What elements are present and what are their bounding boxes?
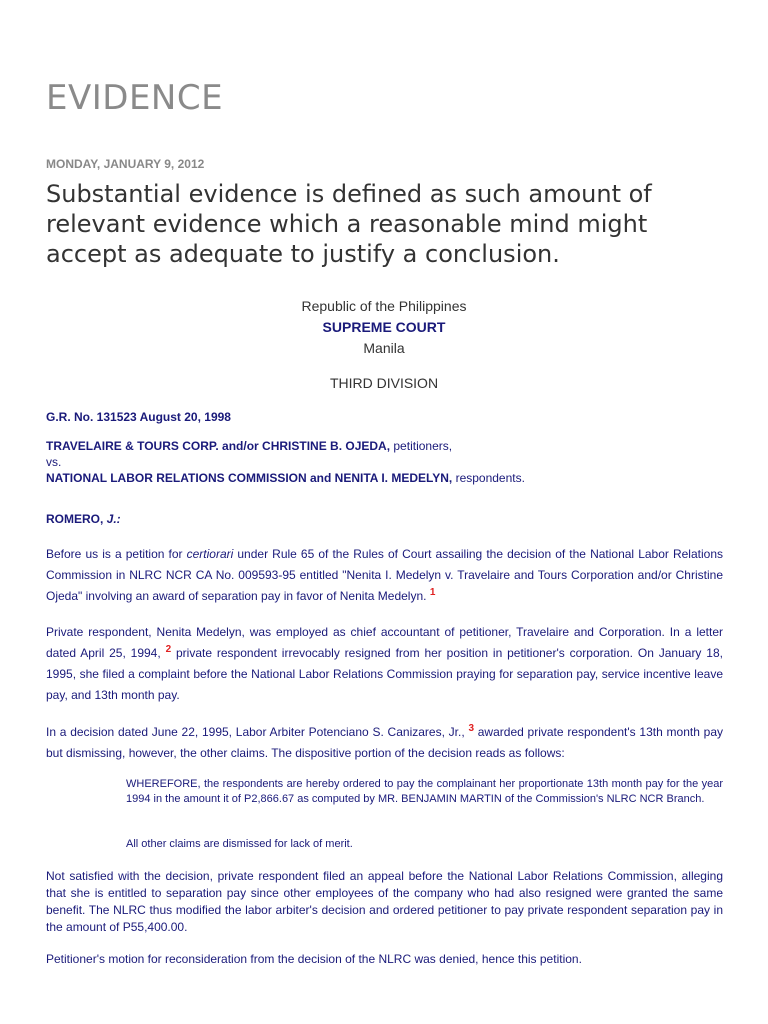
paragraph-2 [46,622,723,706]
paragraph-3 [46,722,723,764]
ponente [46,509,723,530]
p3-text-b: awarded private respondent's 13th month pay but dismissing, however, the other claims. The dispositive portion of the decision reads as follows: [46,725,723,760]
petitioners-name: TRAVELAIRE & TOURS CORP. and/or CHRISTINE B. OJEDA, [46,439,391,453]
paragraph-5: Petitioner's motion for reconsideration from the decision of the NLRC was denied, hence this petition. [46,952,582,966]
respondents-name: NATIONAL LABOR RELATIONS COMMISSION and NENITA I. MEDELYN, [46,471,453,485]
blog-title[interactable]: EVIDENCE [46,78,224,118]
p1-emphasis: certiorari [186,547,234,561]
paragraph-4: Not satisfied with the decision, private respondent filed an appeal before the National Labor Relations Commission, alleging that she is entitled to separation pay since other employees of the company who had also resigned were granted the same benefit. The NLRC thus modified the labor arbiter's decision and ordered petitioner to pay private respondent separation pay in the amount of P55,400.00. [46,869,723,934]
case-number: G.R. No. 131523 August 20, 1998 [46,410,231,424]
republic-line: Republic of the Philippines [301,298,467,314]
city-line: Manila [363,340,405,356]
p2-text-a: Private respondent, Nenita Medelyn, was employed as chief accountant of petitioner, Travelaire and Corporation. In a letter dated April 25, 1994, [46,625,723,660]
division-line: THIRD DIVISION [329,375,439,391]
petitioners-role: petitioners, [390,439,453,453]
p3-text-a: In a decision dated June 22, 1995, Labor Arbiter Potenciano S. Canizares, Jr., [46,725,469,739]
case-parties [46,438,723,486]
court-header [0,296,768,359]
dispositive-quote-2: All other claims are dismissed for lack of merit. [126,838,353,850]
footnote-3-link[interactable]: 3 [468,723,474,734]
p1-text-a: Before us is a petition for [46,547,187,561]
paragraph-1 [46,544,723,607]
ponente-name: ROMERO, [46,512,107,526]
footnote-2-link[interactable]: 2 [165,644,172,655]
respondents-role: respondents. [452,471,525,485]
court-name: SUPREME COURT [322,319,446,335]
post-date: MONDAY, JANUARY 9, 2012 [46,157,205,171]
post-title[interactable]: Substantial evidence is defined as such amount of relevant evidence which a reasonable mind might accept as adequate to justify a conclusion. [46,180,652,268]
versus: vs. [46,455,62,469]
footnote-1-link[interactable]: 1 [429,587,436,598]
respondents-line [46,470,723,486]
ponente-suffix: J.: [106,512,121,526]
p1-text-b: under Rule 65 of the Rules of Court assailing the decision of the National Labor Relations Commission in NLRC NCR CA No. 009593-95 entitled "Nenita I. Medelyn v. Travelaire and Tours Corporation and/or Christine Ojeda" involving an award of separation pay in favor of Nenita Medelyn. [46,547,723,603]
petitioners-line [46,438,723,454]
p2-text-b: private respondent irrevocably resigned from her position in petitioner's corporation. On January 18, 1995, she filed a complaint before the National Labor Relations Commission praying for separation pay, service incentive leave pay, and 13th month pay. [46,646,723,702]
dispositive-quote: WHEREFORE, the respondents are hereby ordered to pay the complainant her proportionate 13th month pay for the year 1994 in the amount it of P2,866.67 as computed by MR. BENJAMIN MARTIN of the Commission's NLRC NCR Branch. [126,778,723,805]
